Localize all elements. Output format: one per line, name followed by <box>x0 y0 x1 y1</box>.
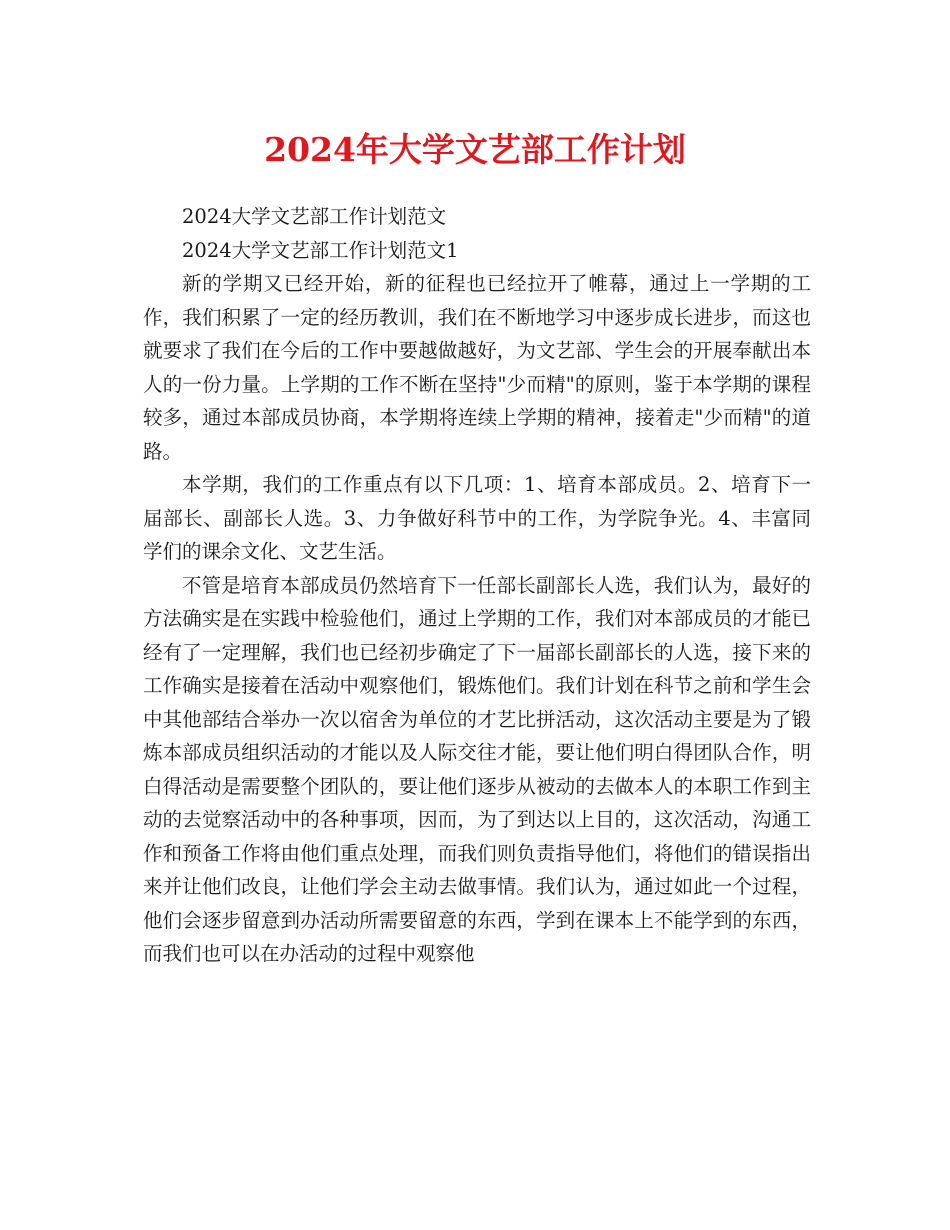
document-body <box>143 200 811 971</box>
document-title: 2024年大学文艺部工作计划 <box>264 130 686 169</box>
paragraph-subtitle: 2024大学文艺部工作计划范文 <box>182 205 447 228</box>
paragraph-intro: 新的学期又已经开始，新的征程也已经拉开了帷幕，通过上一学期的工作，我们积累了一定的经历教训，我们在不断地学习中逐步成长进步，而这也就要求了我们在今后的工作中要越做越好，为文艺部、学生会的开展奉献出本人的一份力量。上学期的工作不断在坚持"少而精"的原则，鉴于本学期的课程较多，通过本部成员协商，本学期将连续上学期的精神，接着走"少而精"的道路。 <box>143 272 811 463</box>
paragraph-training: 不管是培育本部成员仍然培育下一任部长副部长人选，我们认为，最好的方法确实是在实践中检验他们，通过上学期的工作，我们对本部成员的才能已经有了一定理解，我们也已经初步确定了下一届部长副部长的人选，接下来的工作确实是接着在活动中观察他们，锻炼他们。我们计划在科节之前和学生会中其他部结合举办一次以宿舍为单位的才艺比拼活动，这次活动主要是为了锻炼本部成员组织活动的才能以及人际交往才能，要让他们明白得团队合作，明白得活动是需要整个团队的，要让他们逐步从被动的去做本人的本职工作到主动的去觉察活动中的各种事项，因而，为了到达以上目的，这次活动，沟通工作和预备工作将由他们重点处理，而我们则负责指导他们，将他们的错误指出来并让他们改良，让他们学会主动去做事情。我们认为，通过如此一个过程，他们会逐步留意到办活动所需要留意的东西，学到在课本上不能学到的东西，而我们也可以在办活动的过程中观察他 <box>143 573 811 965</box>
paragraph-priorities: 本学期，我们的工作重点有以下几项：1、培育本部成员。2、培育下一届部长、副部长人选。3、力争做好科节中的工作，为学院争光。4、丰富同学们的课余文化、文艺生活。 <box>143 473 811 563</box>
paragraph-section-heading: 2024大学文艺部工作计划范文1 <box>182 238 459 262</box>
